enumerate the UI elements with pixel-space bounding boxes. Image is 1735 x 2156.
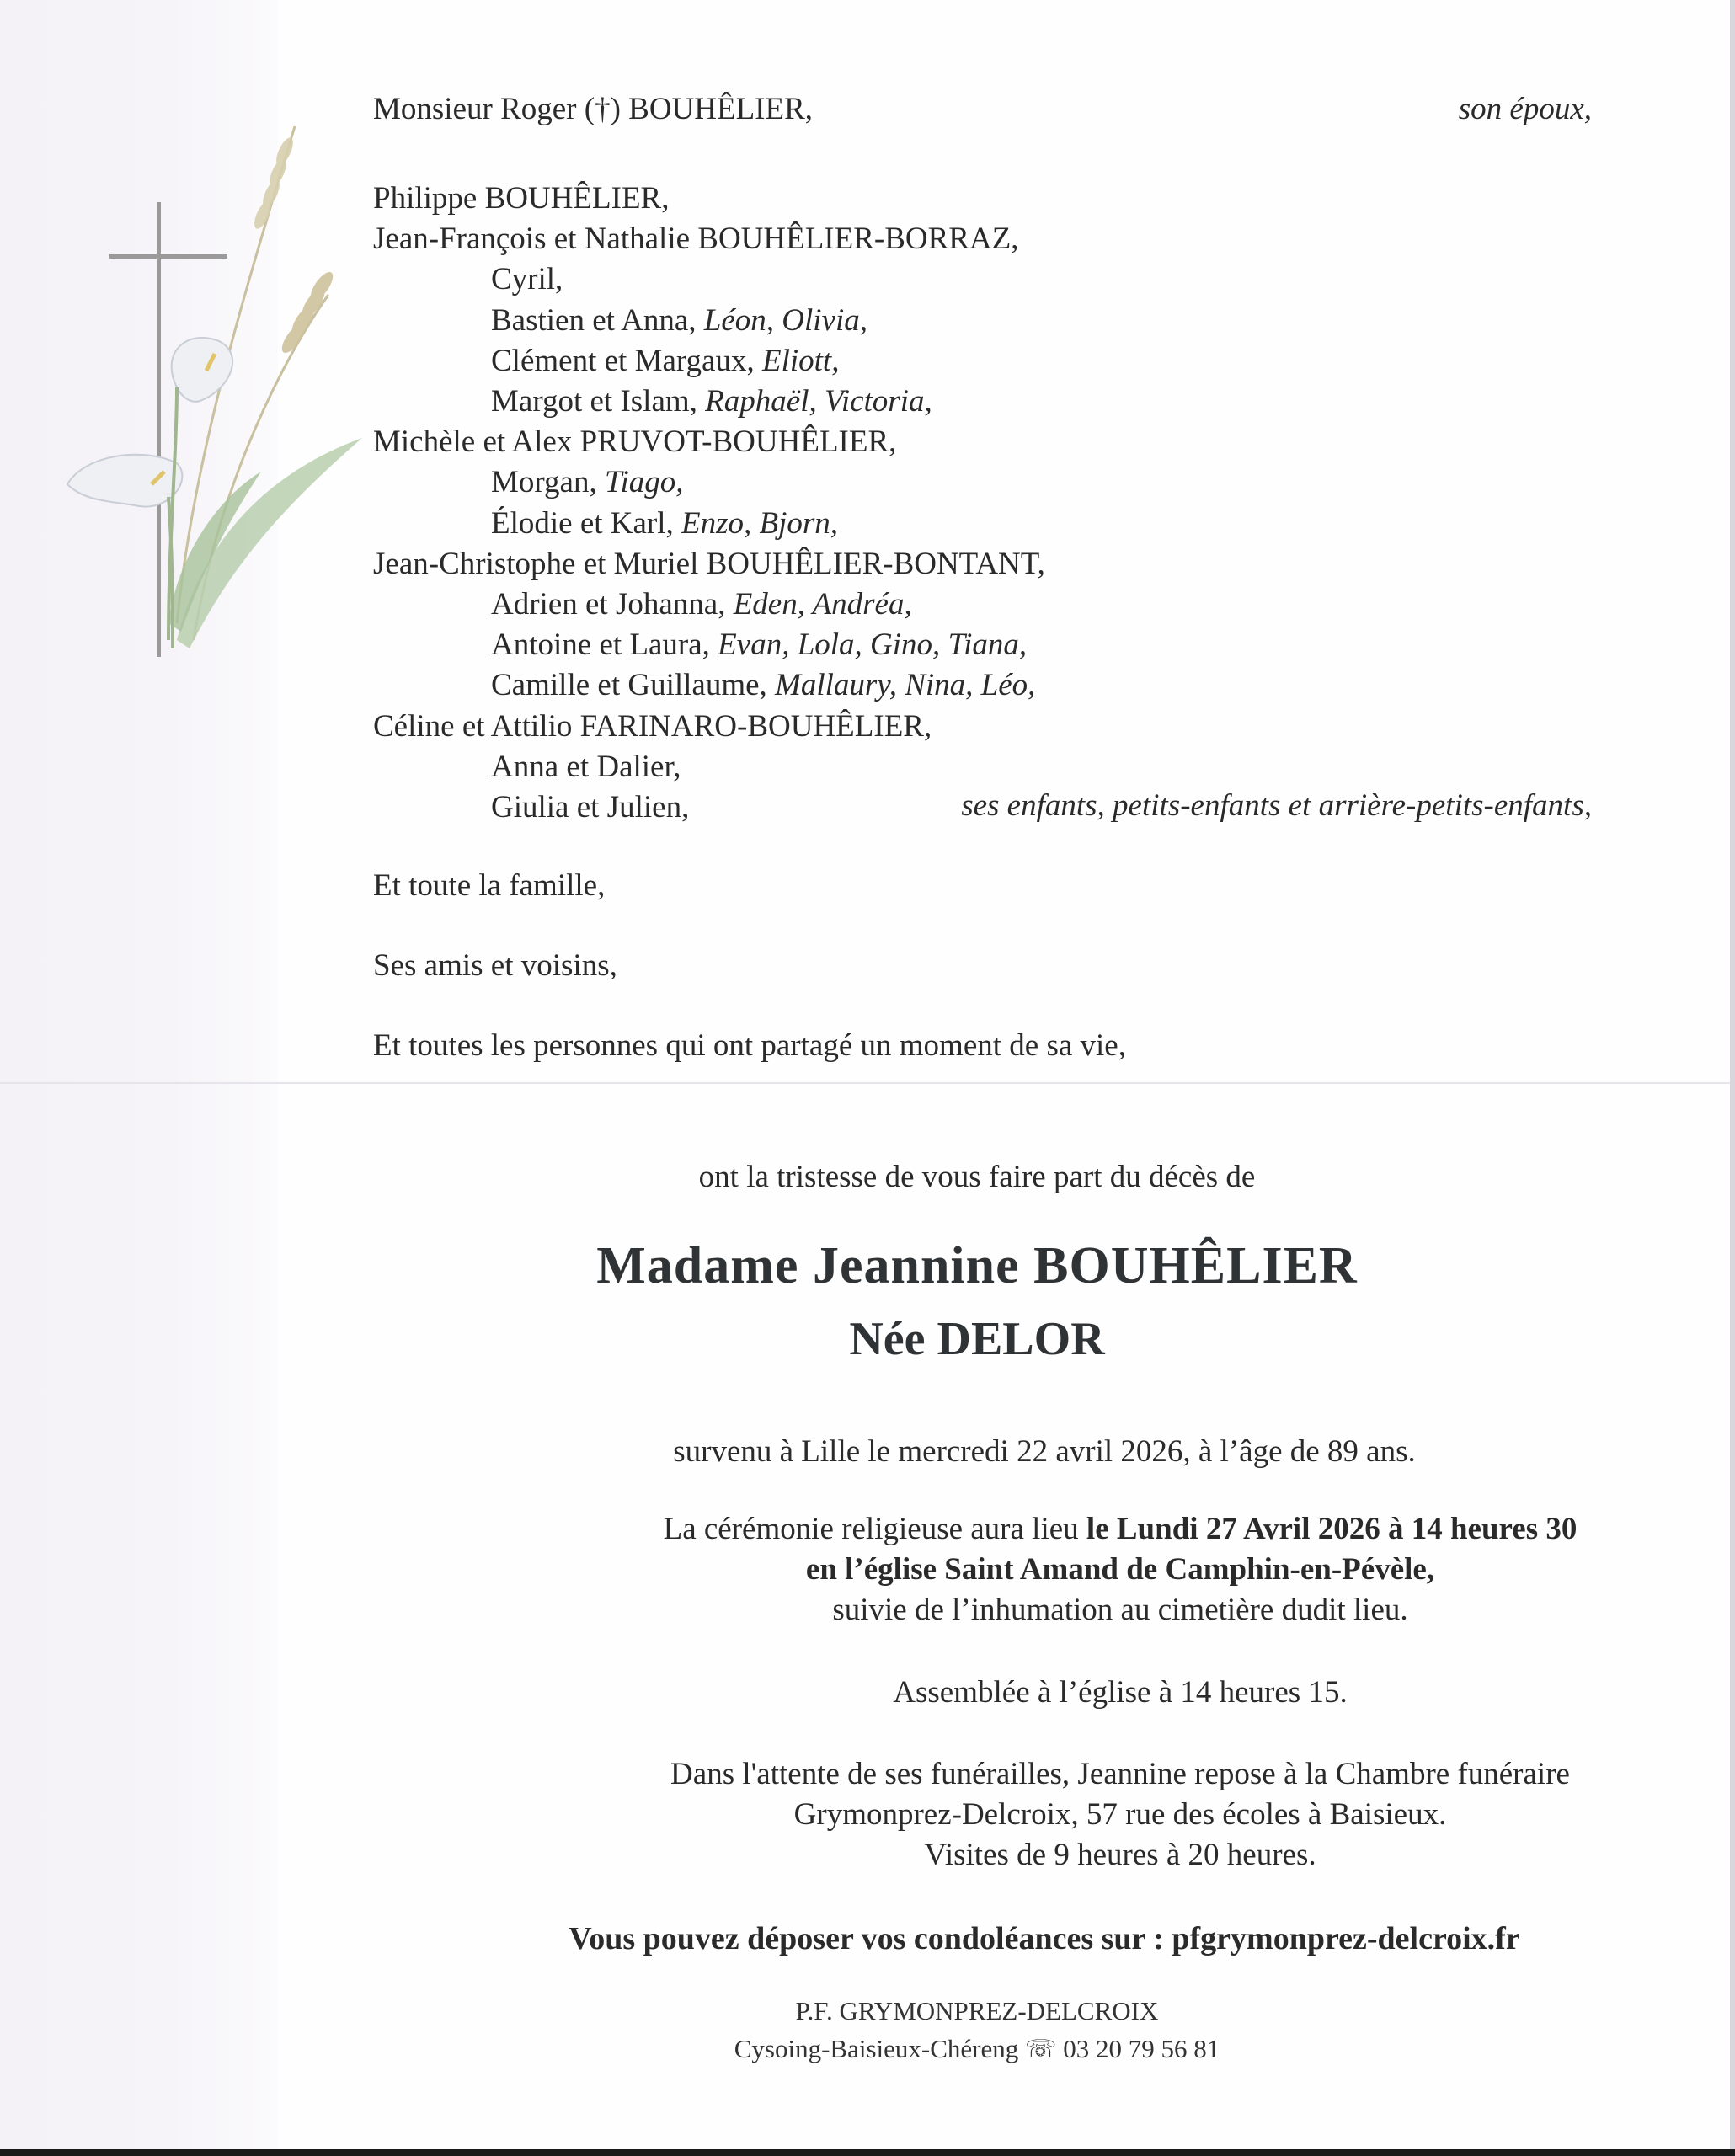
funeral-home-phone: 03 20 79 56 81 bbox=[1063, 2034, 1220, 2063]
family-member-names: Jean-Christophe et Muriel BOUHÊLIER-BONTANT, bbox=[373, 547, 1045, 581]
announcement: ont la tristesse de vous faire part du décès de bbox=[698, 1160, 1256, 1194]
family-member-names: Michèle et Alex PRUVOT-BOUHÊLIER, bbox=[373, 424, 897, 459]
family-member-names: Céline et Attilio FARINARO-BOUHÊLIER, bbox=[373, 709, 932, 744]
family-member-names: Camille et Guillaume, bbox=[491, 668, 776, 702]
funeral-home-locations: Cysoing-Baisieux-Chéreng bbox=[734, 2034, 1019, 2063]
family-role: ses enfants, petits-enfants et arrière-petits-enfants, bbox=[961, 788, 1592, 823]
family-member-names: Clément et Margaux, bbox=[491, 344, 762, 378]
family-member-names: Anna et Dalier, bbox=[491, 750, 681, 784]
child-line bbox=[373, 179, 669, 219]
family-member-names: Cyril, bbox=[491, 262, 563, 296]
family-member-names: Élodie et Karl, bbox=[491, 506, 682, 541]
descendant-names: Léon, Olivia, bbox=[703, 303, 868, 338]
rest-line-2: Grymonprez-Delcroix, 57 rue des écoles à Baisieux. bbox=[793, 1797, 1447, 1832]
others-line: Et toutes les personnes qui ont partagé un moment de sa vie, bbox=[373, 1028, 1126, 1063]
deceased-maiden-name: Née DELOR bbox=[849, 1313, 1105, 1365]
grandchild-line bbox=[491, 747, 681, 787]
descendant-names: Raphaël, Victoria, bbox=[705, 384, 932, 419]
child-line bbox=[373, 219, 1019, 259]
grandchild-line bbox=[491, 259, 563, 300]
family-member-names: Margot et Islam, bbox=[491, 384, 706, 419]
family-member-names: Antoine et Laura, bbox=[491, 627, 718, 662]
ceremony-burial: suivie de l’inhumation au cimetière dudit lieu. bbox=[832, 1593, 1408, 1627]
scan-bottom-edge bbox=[0, 2149, 1735, 2156]
family-member-names: Bastien et Anna, bbox=[491, 303, 704, 338]
grandchild-line bbox=[491, 341, 839, 382]
friends-line: Ses amis et voisins, bbox=[373, 948, 617, 983]
grandchild-line bbox=[491, 787, 689, 828]
child-line bbox=[373, 707, 932, 747]
ceremony-place: en l’église Saint Amand de Camphin-en-Pévèle, bbox=[805, 1552, 1435, 1587]
rest-line-3: Visites de 9 heures à 20 heures. bbox=[924, 1838, 1316, 1872]
descendant-names: Tiago, bbox=[604, 465, 684, 499]
cross-lily-illustration bbox=[51, 101, 371, 691]
spouse-line: Monsieur Roger (†) BOUHÊLIER, bbox=[373, 92, 814, 126]
descendant-names: Enzo, Bjorn, bbox=[681, 506, 839, 541]
family-member-names: Morgan, bbox=[491, 465, 605, 499]
grandchild-line bbox=[491, 382, 932, 422]
family-line: Et toute la famille, bbox=[373, 868, 606, 903]
ceremony-datetime: le Lundi 27 Avril 2026 à 14 heures 30 bbox=[1086, 1512, 1578, 1546]
grandchild-line bbox=[491, 301, 868, 341]
ceremony-line bbox=[0, 1509, 1735, 1550]
family-member-names: Adrien et Johanna, bbox=[491, 587, 734, 622]
grandchild-line bbox=[491, 584, 912, 625]
grandchild-line bbox=[491, 625, 1027, 665]
grandchild-line bbox=[491, 665, 1035, 706]
telephone-icon: ☏ bbox=[1025, 2036, 1057, 2063]
child-line bbox=[373, 544, 1045, 584]
descendant-names: Mallaury, Nina, Léo, bbox=[775, 668, 1036, 702]
ceremony-intro: La cérémonie religieuse aura lieu bbox=[663, 1512, 1086, 1546]
grandchild-line bbox=[491, 504, 838, 544]
funeral-home-contact bbox=[0, 2034, 1735, 2064]
grandchild-line bbox=[491, 462, 684, 503]
descendant-names: Eden, Andréa, bbox=[733, 587, 912, 622]
descendant-names: Eliott, bbox=[761, 344, 840, 378]
condolences-line: Vous pouvez déposer vos condoléances sur : pfgrymonprez-delcroix.fr bbox=[569, 1921, 1520, 1956]
assembly-time: Assemblée à l’église à 14 heures 15. bbox=[893, 1675, 1348, 1710]
family-member-names: Jean-François et Nathalie BOUHÊLIER-BORRAZ, bbox=[373, 221, 1019, 256]
deceased-name: Madame Jeannine BOUHÊLIER bbox=[596, 1237, 1358, 1294]
spouse-role: son époux, bbox=[1458, 92, 1592, 126]
rest-line-1: Dans l'attente de ses funérailles, Jeannine repose à la Chambre funéraire bbox=[670, 1757, 1570, 1791]
family-member-names: Philippe BOUHÊLIER, bbox=[373, 181, 670, 216]
funeral-home-name: P.F. GRYMONPREZ-DELCROIX bbox=[795, 1996, 1159, 2025]
descendant-names: Evan, Lola, Gino, Tiana, bbox=[718, 627, 1028, 662]
death-info: survenu à Lille le mercredi 22 avril 2026, à l’âge de 89 ans. bbox=[673, 1434, 1416, 1469]
child-line bbox=[373, 422, 896, 462]
family-member-names: Giulia et Julien, bbox=[491, 790, 690, 825]
fold-line bbox=[0, 1082, 1735, 1084]
